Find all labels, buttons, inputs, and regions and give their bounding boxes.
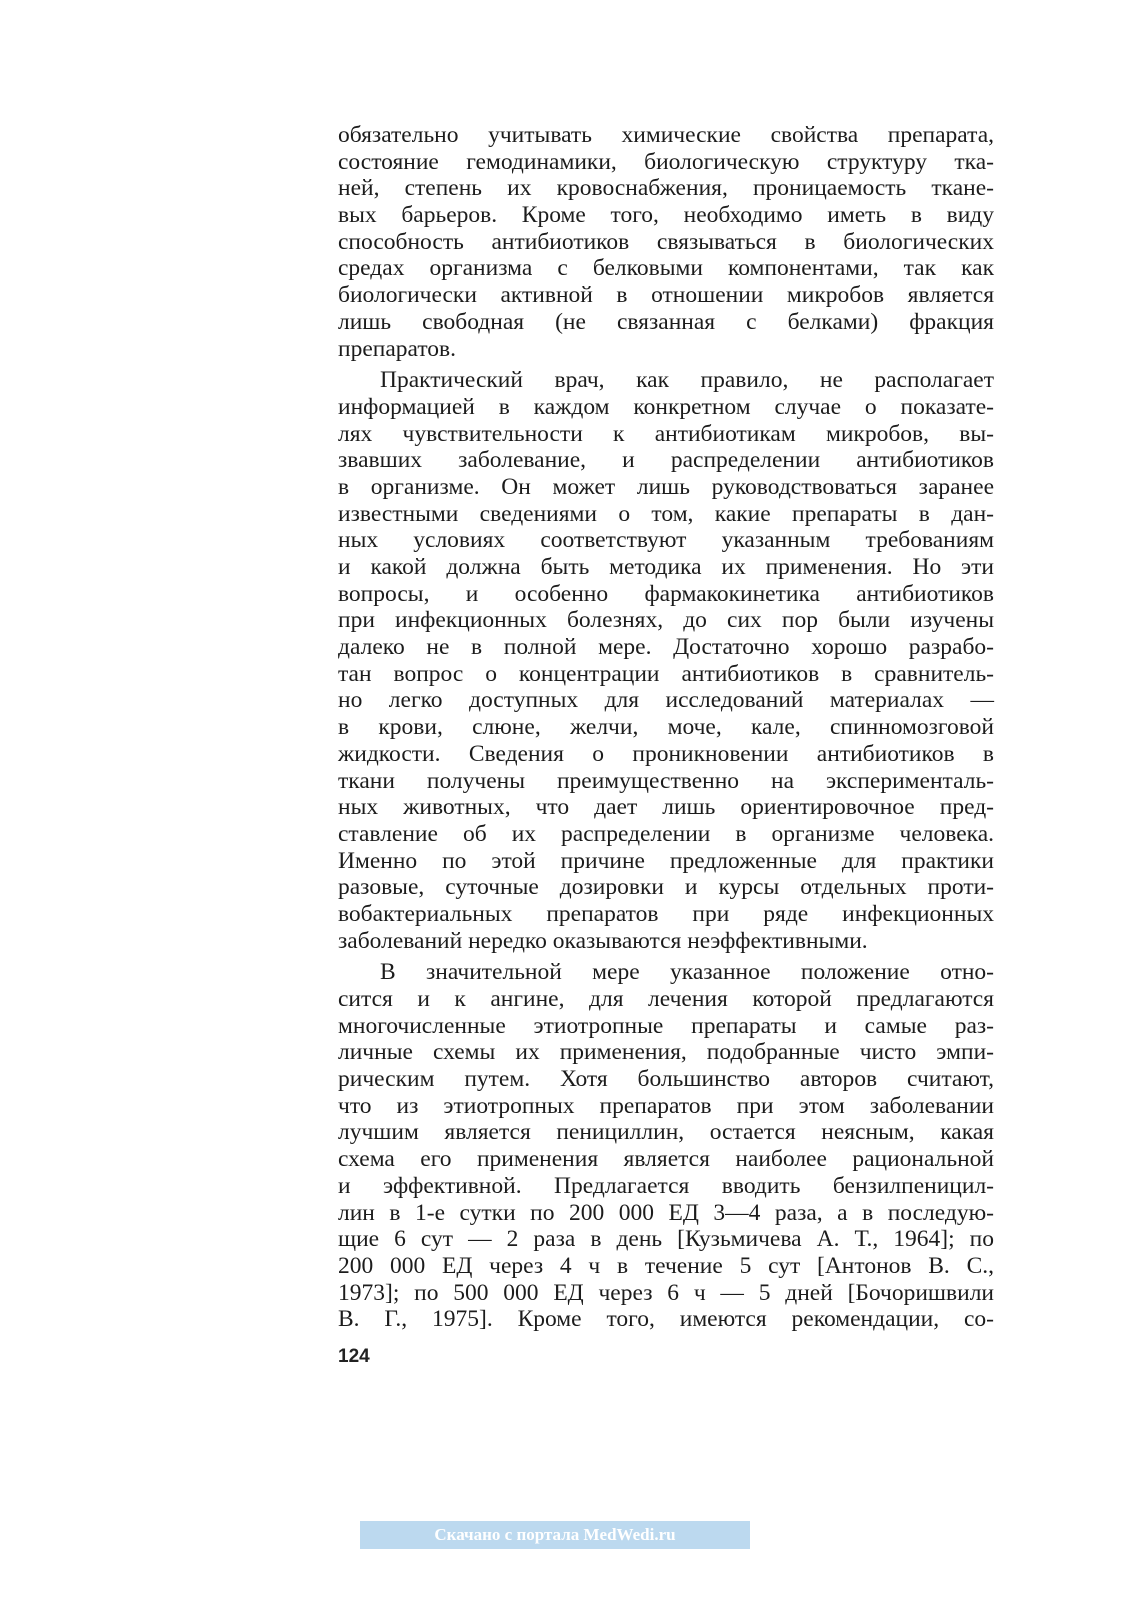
text-line: и эффективной. Предлагается вводить бензилпеницил- xyxy=(338,1172,994,1199)
text-line: далеко не в полной мере. Достаточно хорошо разрабо- xyxy=(338,634,994,661)
text-line: разовые, суточные дозировки и курсы отдельных проти- xyxy=(338,874,994,901)
text-line: вопросы, и особенно фармакокинетика антибиотиков xyxy=(338,580,994,607)
text-line: лишь свободная (не связанная с белками) фракция xyxy=(338,308,994,335)
page-number: 124 xyxy=(338,1346,370,1367)
text-line: ных условиях соответствуют указанным требованиям xyxy=(338,527,994,554)
text-line: средах организма с белковыми компонентами, так как xyxy=(338,255,994,282)
text-line: В значительной мере указанное положение отно- xyxy=(380,959,994,986)
text-line: тан вопрос о концентрации антибиотиков в сравнитель- xyxy=(338,660,994,687)
text-line: звавших заболевание, и распределении антибиотиков xyxy=(338,447,994,474)
text-line: в крови, слюне, желчи, моче, кале, спинномозговой xyxy=(338,714,994,741)
text-line: ставление об их распределении в организме человека. xyxy=(338,820,994,847)
text-line: но легко доступных для исследований материалах — xyxy=(338,687,994,714)
text-line: препаратов. xyxy=(338,335,457,362)
text-line: лях чувствительности к антибиотикам микробов, вы- xyxy=(338,420,994,447)
text-line: многочисленные этиотропные препараты и самые раз- xyxy=(338,1012,994,1039)
text-line: известными сведениями о том, какие препараты в дан- xyxy=(338,500,994,527)
text-line: ных животных, что дает лишь ориентировочное пред- xyxy=(338,794,994,821)
text-line: личные схемы их применения, подобранные чисто эмпи- xyxy=(338,1039,994,1066)
text-line: 200 000 ЕД через 4 ч в течение 5 сут [Антонов В. С., xyxy=(338,1252,994,1279)
text-line: рическим путем. Хотя большинство авторов считают, xyxy=(338,1066,994,1093)
text-line: заболеваний нередко оказываются неэффективными. xyxy=(338,927,868,954)
text-line: ней, степень их кровоснабжения, проницаемость ткане- xyxy=(338,175,994,202)
text-line: биологически активной в отношении микробов является xyxy=(338,282,994,309)
paragraph-1 xyxy=(338,122,994,362)
download-watermark-banner: Скачано с портала MedWedi.ru xyxy=(360,1521,750,1549)
text-line: жидкости. Сведения о проникновении антибиотиков в xyxy=(338,740,994,767)
text-line: сится и к ангине, для лечения которой предлагаются xyxy=(338,986,994,1012)
text-line: при инфекционных болезнях, до сих пор были изучены xyxy=(338,607,994,634)
text-line: Именно по этой причине предложенные для практики xyxy=(338,847,994,874)
text-line: в организме. Он может лишь руководствоваться заранее xyxy=(338,473,994,500)
text-line: лучшим является пенициллин, остается неясным, какая xyxy=(338,1119,994,1146)
text-line: 1973]; по 500 000 ЕД через 6 ч — 5 дней [Бочоришвили xyxy=(338,1279,994,1306)
text-line: лин в 1-е сутки по 200 000 ЕД 3—4 раза, а в последую- xyxy=(338,1199,994,1226)
text-line: и какой должна быть методика их применения. Но эти xyxy=(338,554,994,580)
text-line: что из этиотропных препаратов при этом заболевании xyxy=(338,1092,994,1119)
text-line: обязательно учитывать химические свойства препарата, xyxy=(338,122,994,148)
text-line: ткани получены преимущественно на эксперименталь- xyxy=(338,767,994,794)
page-body xyxy=(338,122,994,1333)
text-line: вых барьеров. Кроме того, необходимо иметь в виду xyxy=(338,202,994,229)
text-line: В. Г., 1975]. Кроме того, имеются рекомендации, со- xyxy=(338,1306,994,1333)
text-line: схема его применения является наиболее рациональной xyxy=(338,1146,994,1173)
text-line: информацией в каждом конкретном случае о показате- xyxy=(338,393,994,420)
paragraph-3 xyxy=(338,959,994,1333)
text-line: вобактериальных препаратов при ряде инфекционных xyxy=(338,900,994,927)
text-line: Практический врач, как правило, не располагает xyxy=(380,367,994,394)
text-line: щие 6 сут — 2 раза в день [Кузьмичева А. Т., 1964]; по xyxy=(338,1226,994,1253)
text-line: состояние гемодинамики, биологическую структуру тка- xyxy=(338,148,994,175)
text-line: способность антибиотиков связываться в биологических xyxy=(338,228,994,255)
paragraph-2 xyxy=(338,367,994,954)
